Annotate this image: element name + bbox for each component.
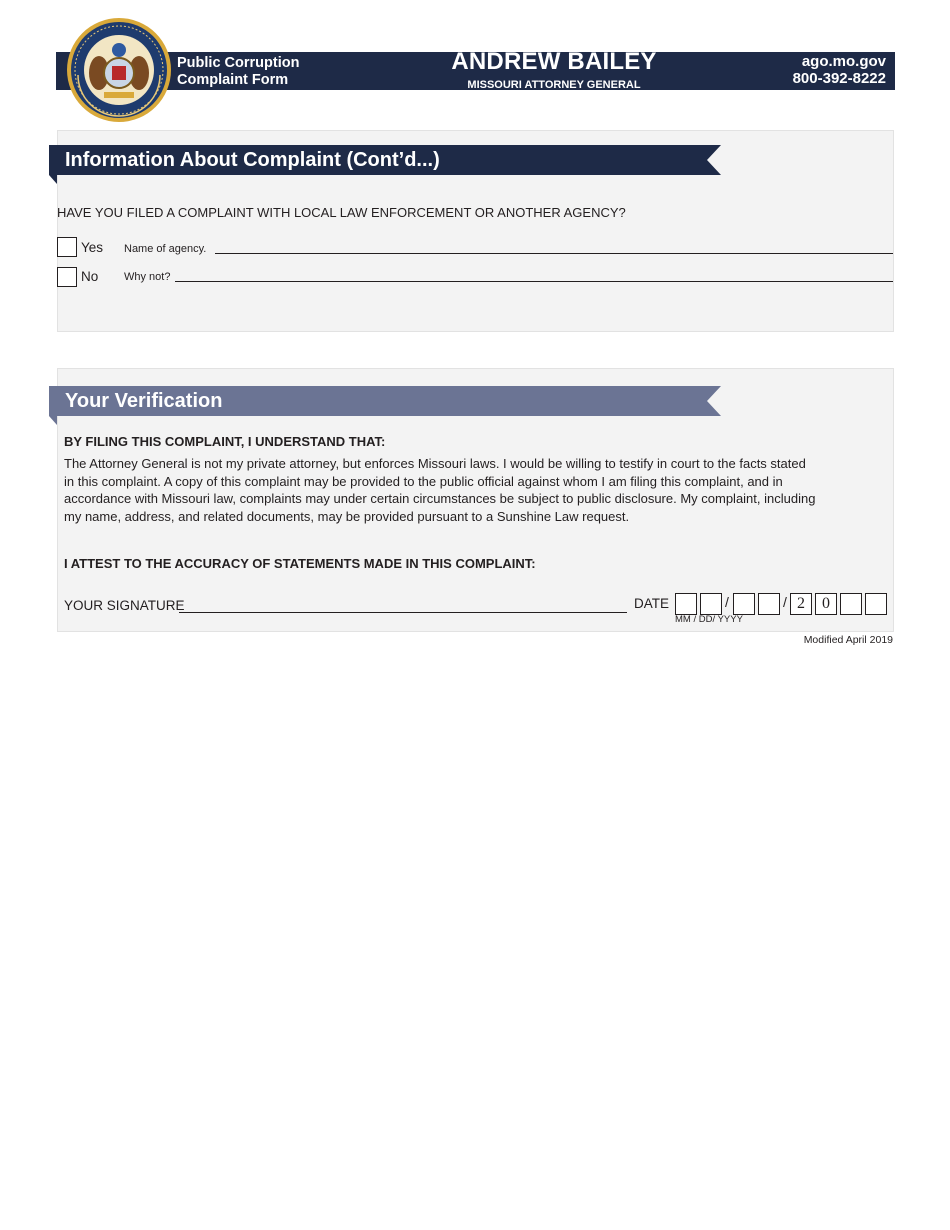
form-title <box>177 55 299 89</box>
modified-date: Modified April 2019 <box>803 634 893 646</box>
date-separator: / <box>725 594 729 610</box>
contact-info <box>793 53 886 87</box>
verification-body-line: The Attorney General is not my private attorney, but enforces Missouri laws. I would be willing to testify in court to the facts stated <box>64 456 806 471</box>
phone-number: 800-392-8222 <box>792 70 886 87</box>
date-day-digit-1[interactable] <box>733 593 755 615</box>
attorney-general-title: MISSOURI ATTORNEY GENERAL <box>467 79 641 91</box>
date-year-digit-1: 2 <box>790 593 812 615</box>
form-title-line2: Complaint Form <box>177 72 289 88</box>
attorney-general-name: ANDREW BAILEY <box>451 48 657 75</box>
signature-label: YOUR SIGNATURE <box>64 598 185 613</box>
section-title-verification: Your Verification <box>65 390 223 412</box>
agency-question: HAVE YOU FILED A COMPLAINT WITH LOCAL LAW ENFORCEMENT OR ANOTHER AGENCY? <box>57 205 626 220</box>
date-month-digit-1[interactable] <box>675 593 697 615</box>
verification-body-line: in this complaint. A copy of this complaint may be provided to the public official against whom I am filing this complaint, and in <box>64 473 783 489</box>
signature-input[interactable] <box>179 612 627 613</box>
date-day-digit-2[interactable] <box>758 593 780 615</box>
date-separator: / <box>783 594 787 610</box>
attest-statement: I ATTEST TO THE ACCURACY OF STATEMENTS MADE IN THIS COMPLAINT: <box>64 556 536 571</box>
section-title-info: Information About Complaint (Cont’d...) <box>65 149 440 171</box>
state-seal-icon <box>66 15 172 125</box>
no-label: No <box>81 269 99 284</box>
date-month-digit-2[interactable] <box>700 593 722 615</box>
form-title-line1: Public Corruption <box>177 55 300 71</box>
no-checkbox[interactable] <box>57 267 77 287</box>
agency-name-label: Name of agency. <box>124 243 207 255</box>
website-link[interactable]: ago.mo.gov <box>801 53 886 70</box>
agency-name-input[interactable] <box>215 253 893 254</box>
date-year-digit-4[interactable] <box>865 593 887 615</box>
verification-body <box>64 455 879 525</box>
why-not-input[interactable] <box>175 281 893 282</box>
date-year-digit-2: 0 <box>815 593 837 615</box>
why-not-label: Why not? <box>124 271 171 283</box>
date-label: DATE <box>634 596 670 611</box>
verification-body-line: my name, address, and related documents, may be provided pursuant to a Sunshine Law request. <box>64 508 630 524</box>
verification-subheading: BY FILING THIS COMPLAINT, I UNDERSTAND THAT: <box>64 434 386 449</box>
yes-label: Yes <box>81 240 104 255</box>
verification-body-line: accordance with Missouri law, complaints may under certain circumstances be subject to public disclosure. My complaint, including <box>64 491 816 506</box>
yes-checkbox[interactable] <box>57 237 77 257</box>
date-format-hint: MM / DD/ YYYY <box>675 614 743 625</box>
date-year-digit-3[interactable] <box>840 593 862 615</box>
